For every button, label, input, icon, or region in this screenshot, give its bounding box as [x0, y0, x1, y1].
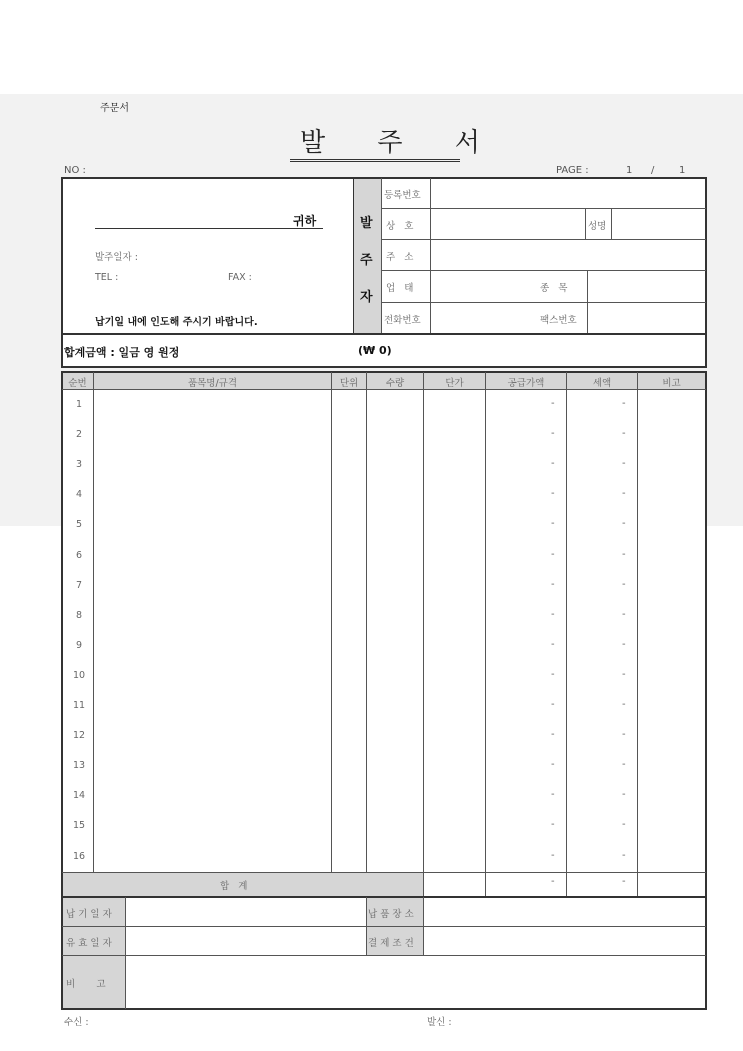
no-label: NO :: [64, 165, 86, 176]
row-tax-value: -: [622, 398, 626, 409]
row-number: 14: [72, 790, 86, 802]
row-tax-value: -: [622, 699, 626, 710]
row-supply-value: -: [551, 428, 555, 440]
row-supply-value: -: [551, 578, 555, 590]
row-number: 9: [75, 639, 83, 651]
row-tax-value: -: [622, 458, 626, 470]
recipient-honorific: 귀하: [293, 214, 317, 228]
row-tax-value: -: [622, 668, 626, 680]
recipient-underline: [95, 228, 323, 229]
row-number: 7: [75, 579, 83, 591]
page-title: 발 주 서: [290, 126, 460, 162]
divider: [381, 239, 706, 240]
row-number: 6: [75, 549, 83, 561]
document-label: 주문서: [100, 103, 129, 114]
reg-no-label: 등록번호: [384, 190, 421, 201]
divider: [125, 897, 126, 1009]
row-supply-value: -: [551, 759, 555, 771]
divider: [587, 270, 588, 334]
page-current: 1: [626, 165, 633, 176]
column-header-supply: 공급가액: [507, 378, 545, 389]
divider: [566, 372, 567, 896]
sender-label: 발신 :: [427, 1017, 452, 1028]
divider: [62, 872, 706, 873]
divider: [381, 208, 706, 209]
row-supply-value: -: [551, 548, 555, 560]
row-supply-value: -: [551, 518, 555, 530]
address-label: 주 소: [386, 252, 414, 263]
row-tax-value: -: [622, 849, 626, 861]
divider: [485, 372, 486, 896]
row-supply-value: -: [551, 608, 555, 620]
row-number: 16: [72, 850, 86, 862]
column-header-tax: 세액: [592, 378, 612, 389]
total-amount-value: (₩ 0): [358, 344, 392, 357]
header-block: [61, 177, 707, 368]
row-tax-value: -: [622, 729, 626, 741]
row-number: 3: [75, 459, 83, 471]
row-tax-value: -: [622, 608, 626, 620]
column-header-unit: 단위: [339, 378, 359, 389]
row-number: 8: [75, 609, 83, 621]
payment-terms-label: 결 제 조 건: [368, 938, 414, 949]
valid-date-label: 유 효 일 자: [66, 938, 112, 949]
page-label: PAGE :: [556, 165, 589, 176]
divider: [62, 955, 706, 956]
business-type-label: 업 태: [386, 283, 414, 294]
order-date-label: 발주일자 :: [95, 252, 138, 263]
tel-label: TEL :: [95, 272, 119, 283]
business-item-label: 종 목: [540, 283, 568, 294]
divider: [430, 178, 431, 335]
divider: [381, 178, 382, 335]
delivery-date-label: 납 기 일 자: [66, 909, 112, 920]
orderer-side-label-1: 발: [360, 216, 373, 231]
divider: [93, 372, 94, 872]
row-number: 12: [72, 730, 86, 742]
receiver-label: 수신 :: [64, 1017, 89, 1028]
row-number: 1: [75, 399, 83, 410]
row-number: 10: [72, 669, 86, 681]
page-separator: /: [651, 165, 655, 176]
row-supply-value: -: [551, 638, 555, 650]
divider: [353, 178, 354, 335]
divider: [331, 372, 332, 872]
row-number: 13: [72, 760, 86, 772]
total-tax: -: [622, 876, 626, 887]
row-supply-value: -: [551, 488, 555, 500]
row-supply-value: -: [551, 699, 555, 710]
row-supply-value: -: [551, 849, 555, 861]
row-tax-value: -: [622, 578, 626, 590]
delivery-notice: 납기일 내에 인도해 주시기 바랍니다.: [95, 317, 258, 328]
column-header-qty: 수량: [385, 378, 405, 389]
company-label: 상 호: [386, 221, 414, 232]
total-row-label: 합 계: [220, 881, 248, 892]
divider: [611, 208, 612, 240]
row-supply-value: -: [551, 458, 555, 470]
column-header-price: 단가: [445, 378, 464, 389]
row-tax-value: -: [622, 638, 626, 650]
fax-no-label: 팩스번호: [540, 315, 577, 326]
row-tax-value: -: [622, 789, 626, 801]
orderer-side-label-3: 자: [360, 290, 373, 305]
row-number: 4: [75, 489, 83, 501]
remarks-label: 비 고: [66, 979, 106, 990]
row-supply-value: -: [551, 668, 555, 680]
divider: [585, 208, 586, 240]
delivery-place-label: 납 품 장 소: [368, 909, 414, 920]
row-tax-value: -: [622, 548, 626, 560]
total-supply: -: [551, 876, 555, 887]
column-header-no: 순번: [68, 378, 87, 389]
row-number: 15: [72, 820, 86, 832]
row-tax-value: -: [622, 518, 626, 530]
row-tax-value: -: [622, 428, 626, 440]
divider: [62, 333, 706, 335]
orderer-side-label-2: 주: [360, 253, 373, 268]
row-number: 5: [75, 519, 83, 531]
divider: [381, 270, 706, 271]
row-supply-value: -: [551, 398, 555, 409]
divider: [62, 926, 706, 927]
divider: [366, 372, 367, 872]
row-supply-value: -: [551, 789, 555, 801]
row-number: 11: [72, 700, 86, 711]
row-supply-value: -: [551, 729, 555, 741]
phone-label: 전화번호: [384, 315, 421, 326]
page-total: 1: [679, 165, 686, 176]
column-header-remarks: 비고: [662, 378, 681, 389]
column-header-item: 품목명/규격: [187, 378, 238, 389]
total-amount-label: 합계금액 : 일금 영 원정: [64, 346, 180, 359]
name-label: 성명: [588, 221, 607, 232]
row-tax-value: -: [622, 759, 626, 771]
divider: [381, 302, 706, 303]
fax-label: FAX :: [228, 272, 252, 283]
row-tax-value: -: [622, 488, 626, 500]
row-supply-value: -: [551, 819, 555, 831]
row-tax-value: -: [622, 819, 626, 831]
items-table: [61, 371, 707, 898]
row-number: 2: [75, 429, 83, 441]
divider: [62, 389, 706, 390]
divider: [637, 372, 638, 896]
divider: [423, 372, 424, 896]
